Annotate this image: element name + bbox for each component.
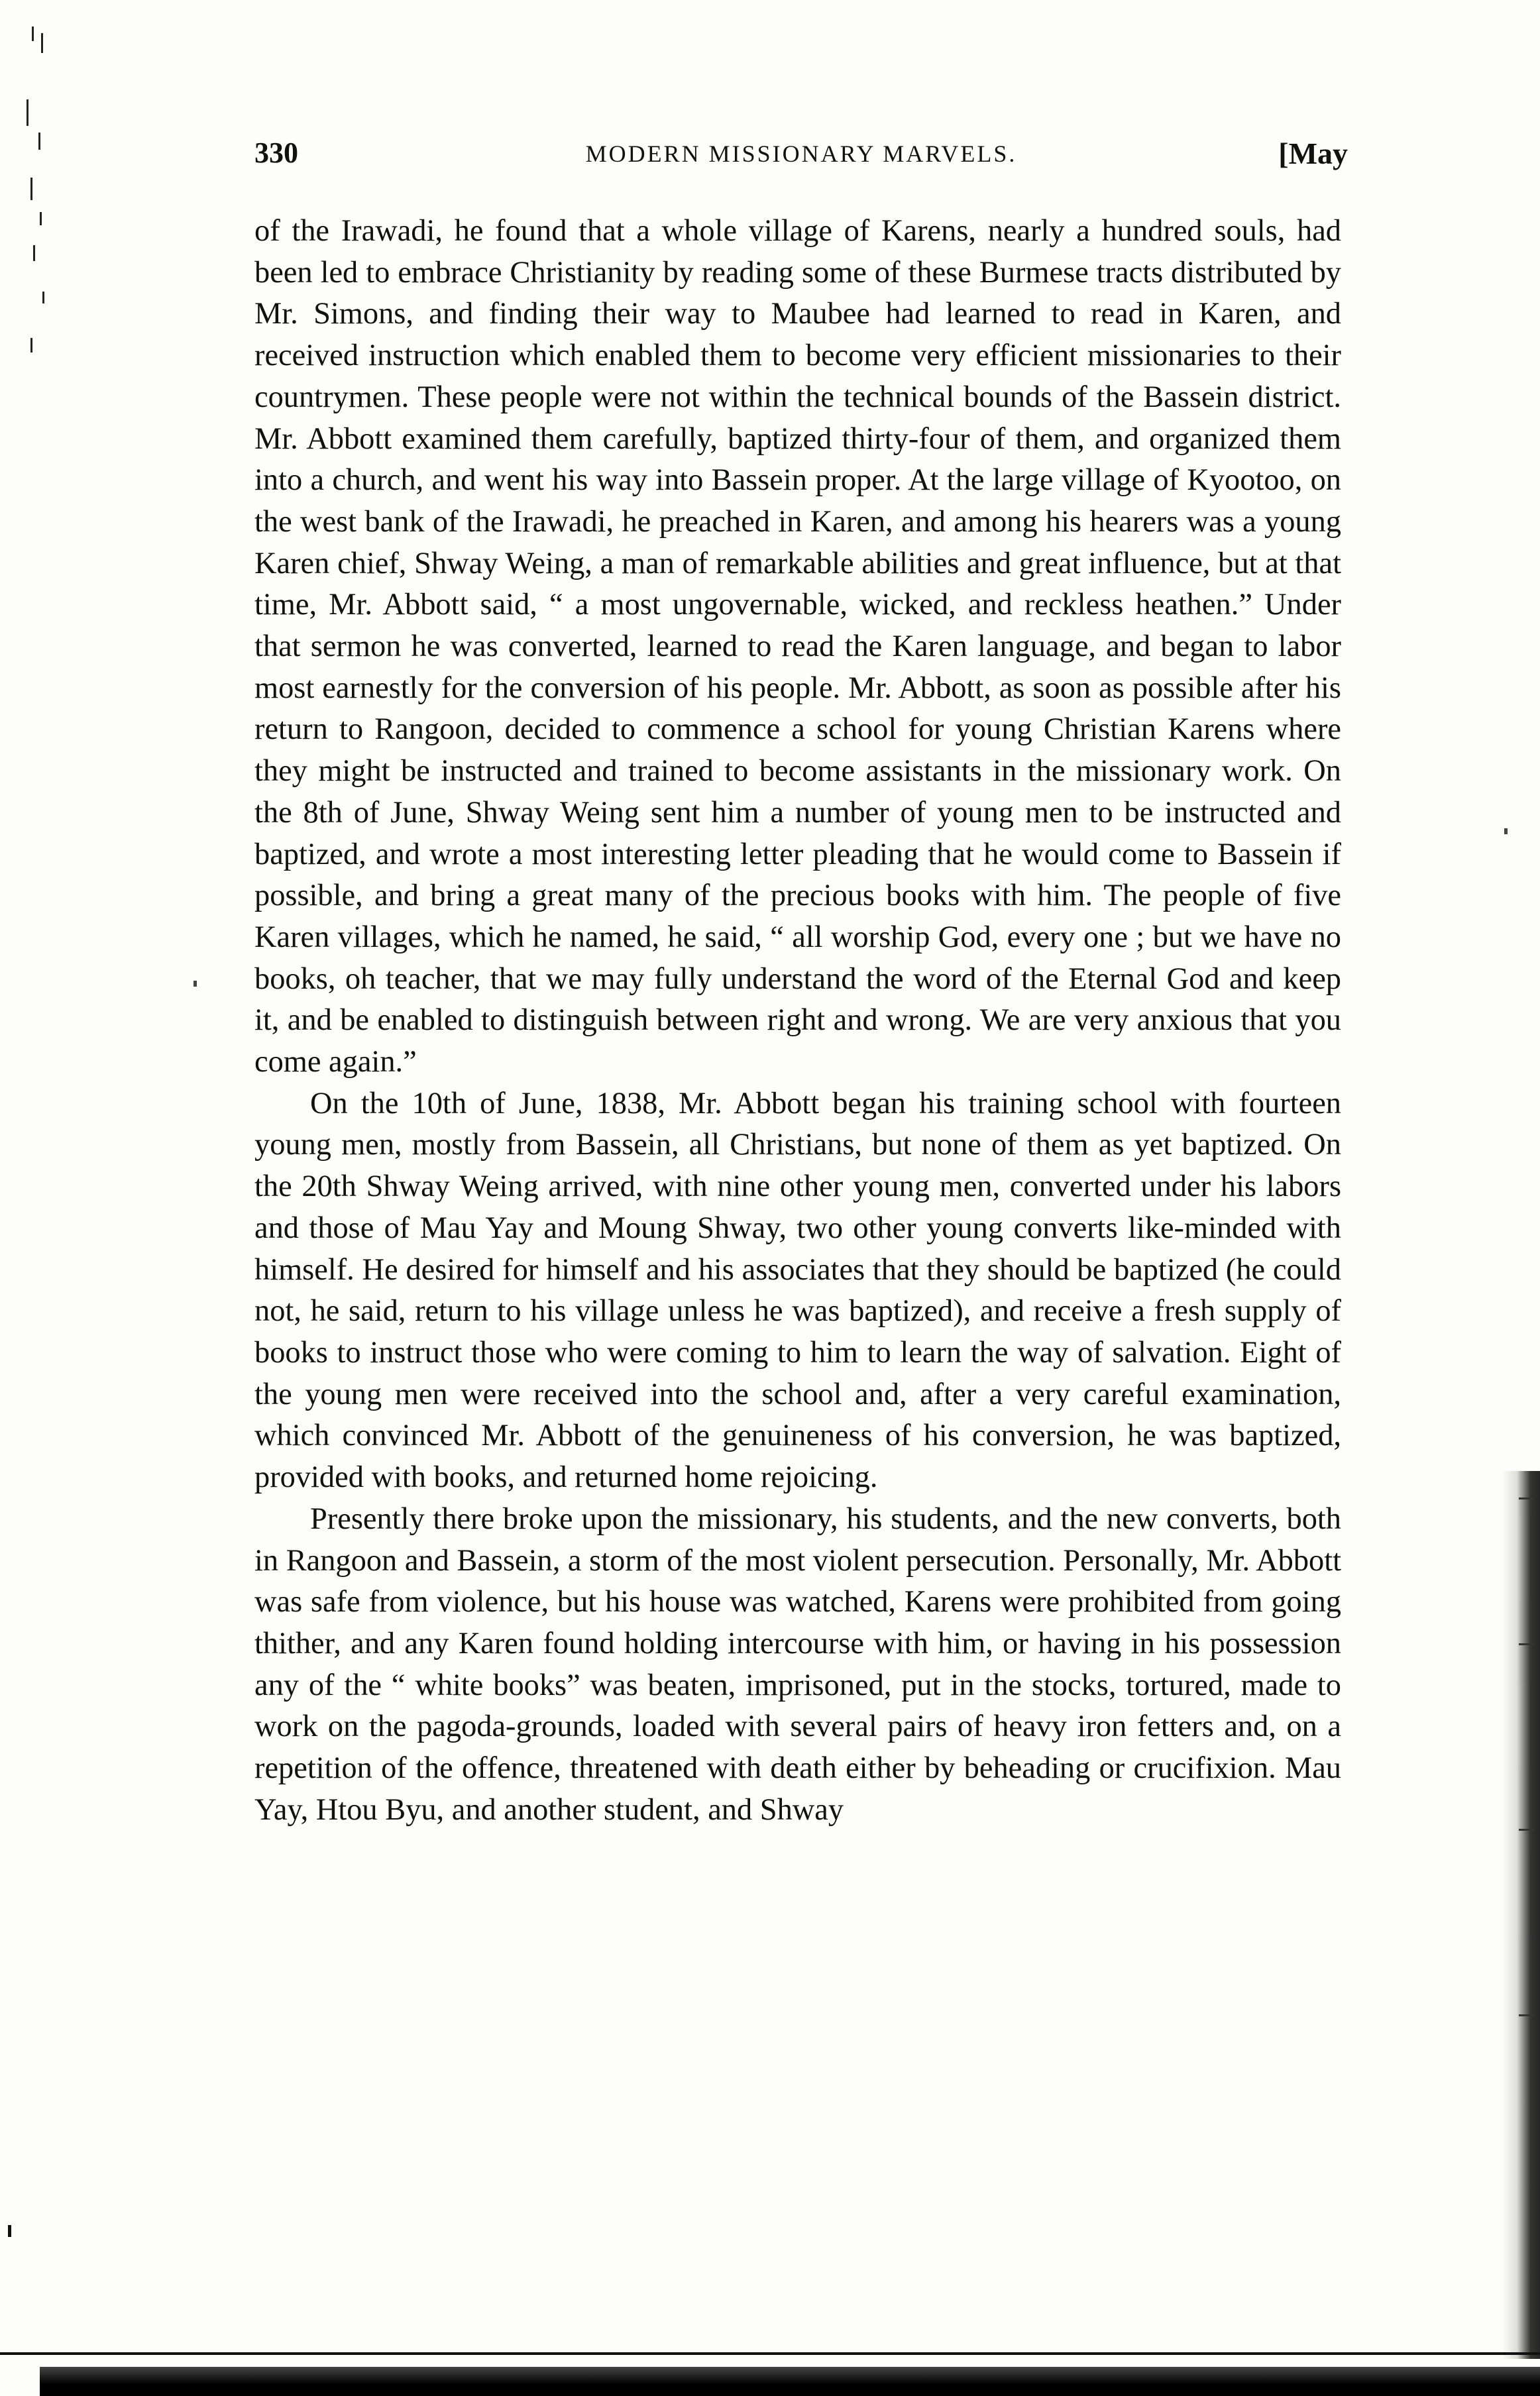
- scan-speck: [193, 981, 197, 987]
- scan-margin-marks: [7, 27, 53, 331]
- page-edge-shadow: [1502, 1471, 1540, 2359]
- section-mark: [May: [1278, 136, 1348, 170]
- body-text: [254, 211, 1341, 1831]
- scan-speck: [8, 2225, 11, 2237]
- paragraph-1: of the Irawadi, he found that a whole village of Karens, nearly a hundred souls, had been led to embrace Christianity by reading some of these Burmese tracts distributed by Mr. Simons, and finding their way to Maubee had learned to read in Karen, and received instruction which enabled them to become very efficient missionaries to their countrymen. These people were not within the technical bounds of the Bassein district. Mr. Abbott examined them carefully, baptized thirty-four of them, and organized them into a church, and went his way into Bassein proper. At the large village of Kyootoo, on the west bank of the Irawadi, he preached in Karen, and among his hearers was a young Karen chief, Shway Weing, a man of remarkable abilities and great influence, but at that time, Mr. Abbott said, “ a most ungovernable, wicked, and reckless heathen.” Under that sermon he was converted, learned to read the Karen language, and began to labor most earnestly for the conversion of his people. Mr. Abbott, as soon as possible after his return to Rangoon, decided to commence a school for young Christian Karens where they might be instructed and trained to become assistants in the missionary work. On the 8th of June, Shway Weing sent him a number of young men to be instructed and baptized, and wrote a most interesting letter pleading that he would come to Bassein if possible, and bring a great many of the precious books with him. The people of five Karen villages, which he named, he said, “ all worship God, every one ; but we have no books, oh teacher, that we may fully understand the word of the Eternal God and keep it, and be enabled to distinguish between right and wrong. We are very anxious that you come again.”: [254, 214, 1341, 1079]
- paragraph-2: On the 10th of June, 1838, Mr. Abbott began his training school with fourteen young men, mostly from Bassein, all Christians, but none of them as yet baptized. On the 20th Shway Weing arrived, with nine other young men, converted under his labors and those of Mau Yay and Moung Shway, two other young converts like-minded with himself. He desired for himself and his associates that they should be baptized (he could not, he said, return to his village unless he was baptized), and receive a fresh supply of books to instruct those who were coming to him to learn the way of salvation. Eight of the young men were received into the school and, after a very careful examination, which convinced Mr. Abbott of the genuineness of his conversion, he was baptized, provided with books, and returned home rejoicing.: [254, 1086, 1341, 1495]
- page-number: 330: [254, 136, 298, 169]
- running-header: [254, 136, 1348, 182]
- scan-speck: [1504, 828, 1508, 834]
- scan-bottom-line: [0, 2352, 1540, 2355]
- paragraph-3: Presently there broke upon the missionary, his students, and the new converts, both in Rangoon and Bassein, a storm of the most violent persecution. Personally, Mr. Abbott was safe from violence, but his house was watched, Karens were prohibited from going thither, and any Karen found holding intercourse with him, or having in his possession any of the “ white books” was beaten, imprisoned, put in the stocks, tortured, made to work on the pagoda-grounds, loaded with several pairs of heavy iron fetters and, on a repetition of the offence, threatened with death either by beheading or crucifixion. Mau Yay, Htou Byu, and another student, and Shway: [254, 1501, 1341, 1827]
- running-title: MODERN MISSIONARY MARVELS.: [585, 140, 1017, 167]
- scan-bottom-edge: [40, 2367, 1540, 2396]
